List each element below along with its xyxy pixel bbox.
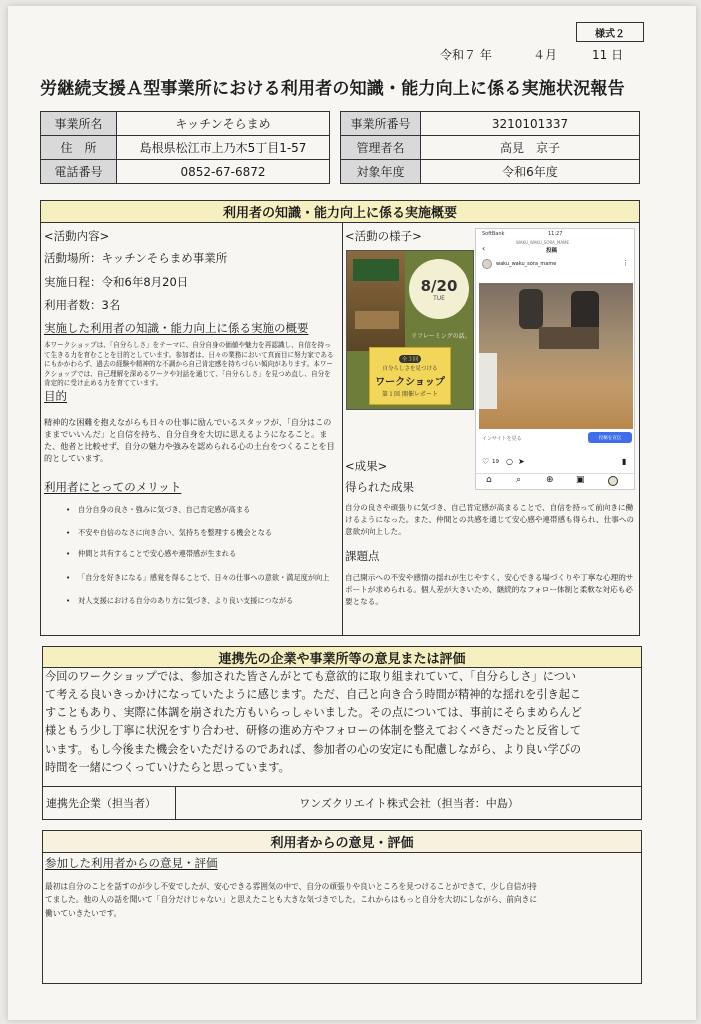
info-row-name	[41, 112, 330, 136]
merit-list	[78, 500, 336, 610]
company-value: ワンズクリエイト株式会社（担当者：中島）	[299, 797, 519, 810]
info-label: 電話番号	[41, 160, 117, 184]
chalkboard-shape	[353, 259, 399, 281]
more-icon[interactable]: ⋮	[622, 259, 629, 267]
overview-heading: 利用者の知識・能力向上に係る実施概要	[41, 201, 639, 223]
info-label: 事業所番号	[341, 112, 421, 136]
company-label: 連携先企業（担当者）	[46, 797, 156, 810]
info-value: 0852-67-6872	[117, 160, 330, 184]
flyer-date: 8/20	[420, 276, 458, 295]
share-icon[interactable]: ➤	[518, 457, 525, 466]
post-photo	[479, 283, 633, 429]
comment-line: てました。他の人の話を聞いて「自分だけじゃない」と思えたことも大きな気づきでした。これからはもっと自分を大切にしながら、前向きに	[45, 895, 538, 905]
home-icon[interactable]: ⌂	[486, 475, 492, 485]
activity-heading: <活動内容>	[44, 229, 110, 243]
flyer-banner	[369, 347, 451, 405]
office-id-table	[340, 111, 640, 184]
search-icon[interactable]: ⌕	[516, 475, 522, 485]
column-divider	[342, 223, 343, 635]
gained-text: 自分の良さや頑張りに気づき、自己肯定感が高まることで、自信を持って前向きに働けるようになった。また、仲間との共感を通じて安心感や連帯感も得られ、仕事への意欲が向上した。	[345, 503, 635, 536]
user-heading: 利用者からの意見・評価	[43, 831, 641, 853]
flyer-subtitle: 自分らしさを見つける	[382, 365, 438, 372]
avatar[interactable]	[482, 259, 492, 269]
list-item: • 不安や自信のなさに向き合い、気持ちを整理する機会となる	[78, 529, 272, 536]
info-row-fiscal-year	[341, 160, 640, 184]
instagram-screenshot	[475, 228, 635, 490]
comment-icon[interactable]: ○	[506, 457, 513, 466]
phone-time: 11:27	[548, 231, 563, 237]
comment-line: 時間を一緒につくっていけたらと思っています。	[45, 760, 290, 774]
date-day: 11 日	[592, 48, 624, 62]
info-label: 対象年度	[341, 160, 421, 184]
merit-heading: 利用者にとってのメリット	[44, 480, 182, 494]
office-info-table	[40, 111, 330, 184]
scene-heading: <活動の様子>	[345, 229, 422, 243]
info-row-manager	[341, 136, 640, 160]
info-label: 住 所	[41, 136, 117, 160]
bookmark-icon[interactable]: ▮	[622, 457, 627, 466]
gained-heading: 得られた成果	[345, 480, 414, 494]
partner-comment	[45, 668, 641, 777]
result-heading: <成果>	[345, 459, 388, 473]
info-value: 島根県松江市上乃木5丁目1-57	[117, 136, 330, 160]
tab-bar-divider	[476, 473, 634, 474]
list-item: • 対人支援における自分のあり方に気づき、より良い支援につながる	[78, 597, 293, 604]
insight-link[interactable]: インサイトを見る	[482, 436, 522, 442]
summary-heading: 実施した利用者の知識・能力向上に係る実施の概要	[44, 321, 309, 335]
person-shape	[519, 289, 543, 329]
flyer-day: TUE	[433, 294, 445, 302]
add-post-icon[interactable]: ⊕	[546, 475, 554, 485]
info-row-office-number	[341, 112, 640, 136]
info-label: 管理者名	[341, 136, 421, 160]
info-label: 事業所名	[41, 112, 117, 136]
phone-carrier: SoftBank	[482, 231, 505, 237]
date-circle	[409, 259, 469, 319]
like-count: 19	[492, 459, 499, 465]
comment-line: 今回のワークショップでは、参加された皆さんがとても意欲的に取り組まれていて、「自分らしさ」につい	[45, 670, 577, 683]
row-divider	[43, 786, 641, 787]
comment-line: 働いていきたいです。	[45, 908, 122, 918]
purpose-text: 精神的な困難を抱えながらも日々の仕事に励んでいるスタッフが、「自分はこのままでいいんだ」と自信を持ち、自分自身を大切に思えるようになること。また、他者と比較せず、自分の魅力や強みを認められる心の土台をつくることを目的としています。	[44, 417, 335, 464]
post-label: 投稿	[546, 248, 558, 254]
comment-line: 様ともう少し丁寧に状況をすり合わせ、研修の進め方やフォローの体制を整えておくべきだったと反省して	[45, 724, 582, 738]
promote-button[interactable]: 投稿を宣伝	[588, 432, 632, 443]
account-name[interactable]: waku_waku_sora_mame	[496, 261, 557, 267]
list-item: • 仲間と共有することで安心感や連帯感が生まれる	[78, 550, 236, 557]
user-sub-heading: 参加した利用者からの意見・評価	[45, 856, 218, 870]
info-value: キッチンそらまめ	[117, 112, 330, 136]
comment-line: て考える良いきっかけになっていたように感じます。ただ、自己と向き合う時間が精神的な揺れを引き起こ	[45, 688, 582, 702]
info-row-phone	[41, 160, 330, 184]
date-era-year: 令和７ 年	[440, 48, 492, 62]
heart-icon[interactable]: ♡	[482, 457, 490, 466]
list-item: • 自分自身の良さ・強みに気づき、自己肯定感が高まる	[78, 506, 250, 513]
flyer-caption: リフレーミングの話。	[411, 333, 471, 340]
activity-place: 活動場所：キッチンそらまめ事業所	[44, 251, 228, 265]
profile-icon[interactable]	[608, 476, 618, 486]
info-value: 3210101337	[421, 112, 640, 136]
table-shape	[539, 327, 599, 349]
back-arrow-icon[interactable]: ‹	[482, 244, 486, 253]
comment-line: います。もし今後また機会をいただけるのであれば、参加者の心の安定にも配慮しながら、より良い学びの	[45, 742, 582, 756]
comment-line: すこともあり、実際に体調を崩された方もいらっしゃいました。その点については、事前にそらまめらんど	[45, 706, 582, 720]
phone-account-header: WAKU_WAKU_SORA_MAME	[516, 240, 570, 245]
participant-count: 利用者数：3名	[44, 298, 121, 312]
summary-text: 本ワークショップは、「自分らしさ」をテーマに、自分自身の価値や魅力を再認識し、自信を持って生きる力を育むことを目的としています。参加者は、日々の業務において真面目に努力家であるにもかかわらず、過去の経験や精神的な不調から自己肯定感を持ちづらい傾向があります。本ワークショップでは、自己理解を深めるワークや対話を通じて、「自分らしさ」を見つめ直し、自分を肯定的に受け止める力を育てています。	[44, 341, 334, 388]
flyer-title: ワークショップ	[375, 376, 445, 388]
table-shape	[355, 311, 399, 329]
form-number-badge: 様式２	[576, 22, 644, 42]
issue-text: 自己開示への不安や感情の揺れが生じやすく、安心できる場づくりや丁寧な心理的サポートが求められる。個人差が大きいため、継続的なフォロー体制と柔軟な対応も必要となる。	[345, 573, 634, 606]
comment-line: 最初は自分のことを話すのが少し不安でしたが、安心できる雰囲気の中で、自分の頑張りや良いところを見つけることができて、少し自信が持	[45, 882, 537, 891]
air-purifier-shape	[479, 353, 497, 409]
workshop-flyer-image	[346, 250, 474, 410]
flyer-report: 第１回 開催レポート	[382, 390, 438, 398]
info-value: 高見 京子	[421, 136, 640, 160]
user-comment	[45, 880, 641, 920]
reels-icon[interactable]: ▣	[576, 475, 585, 485]
activity-date: 実施日程：令和6年8月20日	[44, 275, 189, 289]
partner-heading: 連携先の企業や事業所等の意見または評価	[43, 647, 641, 668]
list-item: • 「自分を好きになる」感覚を得ることで、日々の仕事への意欲・満足度が向上	[78, 574, 329, 581]
purpose-heading: 目的	[44, 389, 67, 403]
info-row-address	[41, 136, 330, 160]
flyer-series: 全３回	[399, 355, 422, 363]
date-month: ４月	[533, 48, 558, 62]
info-value: 令和6年度	[421, 160, 640, 184]
page-title: 労継続支援Ａ型事業所における利用者の知識・能力向上に係る実施状況報告	[40, 79, 625, 99]
issue-heading: 課題点	[345, 549, 380, 563]
